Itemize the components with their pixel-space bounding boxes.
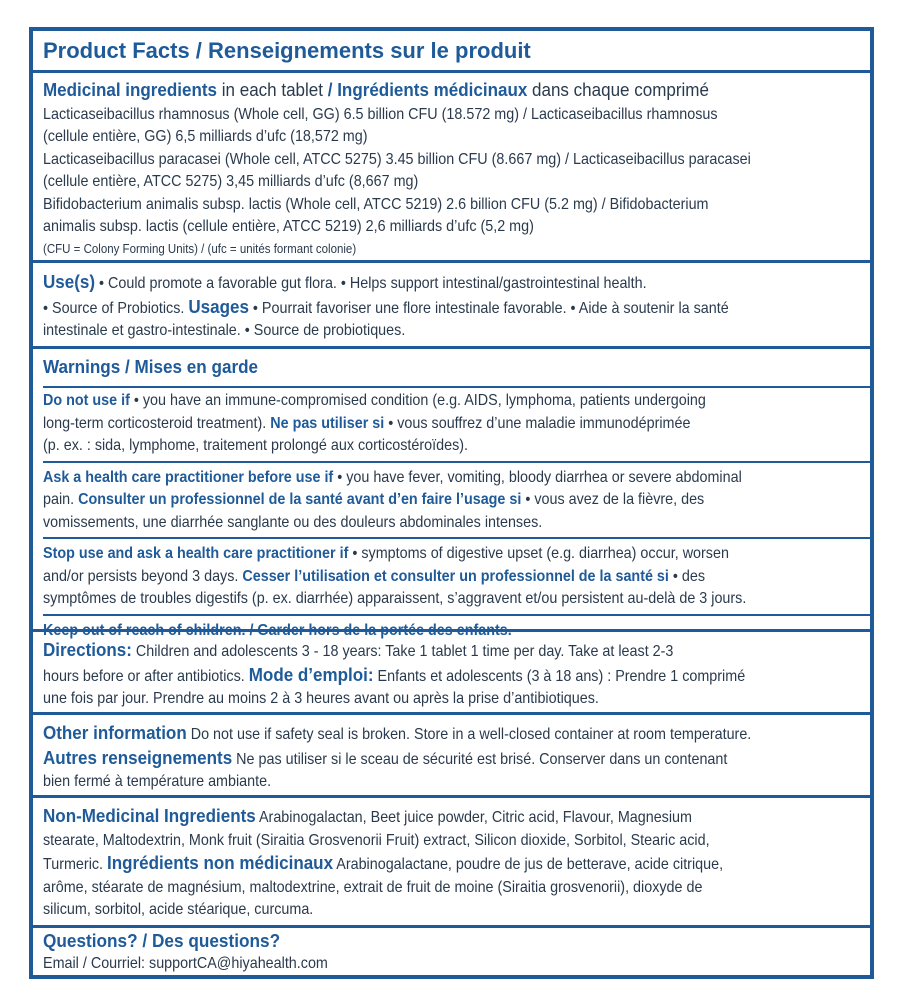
non-medicinal-section [33,798,870,928]
uses-label-en: Use(s) [43,271,96,292]
cesser-label: Cesser l’utilisation et consulter un professionnel de la santé si [242,567,669,585]
page-title: Product Facts / Renseignements sur le produit [43,38,531,63]
other-information-section [33,715,870,798]
do-not-use-label: Do not use if [43,392,130,409]
warning-text: • symptoms of digestive upset (e.g. diarrhea) occur, worsen [348,545,729,562]
stop-use-block [43,541,870,616]
product-facts-header [33,31,870,73]
consulter-label: Consulter un professionnel de la santé avant d’en faire l’usage si [78,491,522,508]
directions-text: Enfants et adolescents (3 à 18 ans) : Prendre 1 comprimé [373,667,746,685]
warnings-title: Warnings / Mises en garde [43,357,259,377]
ingredients-non-medicinaux-label: Ingrédients non médicinaux [107,852,334,873]
ask-practitioner-label: Ask a health care practitioner before use if [43,468,334,486]
medicinal-text-en: in each tablet [217,79,328,100]
medicinal-text-fr: dans chaque comprimé [527,79,709,100]
non-medicinal-text: Arabinogalactan, Beet juice powder, Citric acid, Flavour, Magnesium [255,809,692,826]
warning-text: (p. ex. : sida, lymphome, traitement prolongé aux corticostéroïdes). [43,437,469,454]
questions-title: Questions? / Des questions? [43,930,281,951]
non-medicinal-text: arôme, stéarate de magnésium, maltodextrine, extrait de fruit de moine (Siraitia grosvenorii), dioxyde de [43,878,703,896]
directions-text: Children and adolescents 3 - 18 years: Take 1 tablet 1 time per day. Take at least 2-3 [131,643,674,660]
ask-practitioner-block [43,465,870,540]
non-medicinal-text: stearate, Maltodextrin, Monk fruit (Siraitia Grosvenorii Fruit) extract, Silicon dioxide, Sorbitol, Stearic acid, [43,831,710,849]
do-not-use-block [43,388,870,463]
uses-label-fr: Usages [188,295,249,317]
stop-use-label: Stop use and ask a health care practitioner if [43,545,349,562]
questions-section [33,928,870,978]
autres-renseignements-label: Autres renseignements [43,746,233,768]
warning-text: • vous avez de la fièvre, des [521,491,705,508]
medicinal-line: (cellule entière, GG) 6,5 milliards d’ufc (18,572 mg) [43,128,368,145]
warning-text: vomissements, une diarrhée sanglante ou des douleurs abdominales intenses. [43,513,543,531]
warning-text: long-term corticosteroid treatment). [43,414,271,432]
other-info-text: Do not use if safety seal is broken. Store in a well-closed container at room temperature. [186,726,752,743]
other-info-text: bien fermé à température ambiante. [43,773,272,790]
directions-label: Directions: [43,639,132,660]
medicinal-label-en: Medicinal ingredients [43,79,218,100]
other-info-label: Other information [43,722,187,743]
warning-text: • des [668,567,706,585]
medicinal-label-fr: / Ingrédients médicinaux [327,79,528,100]
warning-text: symptômes de troubles digestifs (p. ex. diarrhée) apparaissent, s’aggravent et/ou persistent au-delà de 3 jours. [43,590,747,607]
product-facts-panel [29,27,874,979]
uses-section [33,263,870,349]
keep-out-of-reach: Keep out of reach of children. / Garder hors de la portée des enfants. [43,621,512,639]
mode-emploi-label: Mode d’emploi: [248,663,374,685]
cfu-footnote: (CFU = Colony Forming Units) / (ufc = unités formant colonie) [43,241,357,256]
directions-text: hours before or after antibiotics. [43,667,249,685]
medicinal-ingredients-section [33,73,870,263]
medicinal-line: (cellule entière, ATCC 5275) 3,45 milliards d’ufc (8,667 mg) [43,173,419,190]
uses-text: intestinale et gastro-intestinale. • Source de probiotiques. [43,322,406,339]
medicinal-line: Lacticaseibacillus paracasei (Whole cell, ATCC 5275) 3.45 billion CFU (8.667 mg) / Lacticaseibacillus paracasei [43,150,751,168]
other-info-text: Ne pas utiliser si le sceau de sécurité est brisé. Conserver dans un contenant [232,750,728,768]
email-label: Email / Courriel: [43,955,150,972]
uses-text: • Pourrait favoriser une flore intestinale favorable. • Aide à soutenir la santé [248,299,729,317]
medicinal-line: animalis subsp. lactis (cellule entière, ATCC 5219) 2,6 milliards d’ufc (5,2 mg) [43,218,534,235]
non-medicinal-text: Turmeric. [43,856,108,873]
warning-text: • vous souffrez d’une maladie immunodéprimée [384,414,691,432]
medicinal-line: Lacticaseibacillus rhamnosus (Whole cell, GG) 6.5 billion CFU (18.572 mg) / Lacticaseibacillus rhamnosus [43,105,718,123]
ne-pas-utiliser-label: Ne pas utiliser si [270,414,385,432]
uses-text: • Could promote a favorable gut flora. • Helps support intestinal/gastrointestinal health. [95,275,647,292]
warning-text: pain. [43,491,79,508]
directions-text: une fois par jour. Prendre au moins 2 à 3 heures avant ou après la prise d’antibiotiques. [43,690,599,707]
non-medicinal-text: silicum, sorbitol, acide stéarique, curcuma. [43,901,314,918]
warnings-section [33,349,870,639]
uses-text: • Source of Probiotics. [43,299,189,317]
warning-text: and/or persists beyond 3 days. [43,567,243,585]
medicinal-line: Bifidobacterium animalis subsp. lactis (Whole cell, ATCC 5219) 2.6 billion CFU (5.2 mg) / Bifidobacterium [43,195,709,213]
non-medicinal-label: Non-Medicinal Ingredients [43,805,256,826]
support-email-link[interactable]: supportCA@hiyahealth.com [149,955,328,972]
warning-text: • you have fever, vomiting, bloody diarrhea or severe abdominal [333,468,742,486]
warning-text: • you have an immune-compromised condition (e.g. AIDS, lymphoma, patients undergoing [129,392,706,409]
non-medicinal-text: Arabinogalactane, poudre de jus de betterave, acide citrique, [333,856,724,873]
directions-section [33,632,870,715]
